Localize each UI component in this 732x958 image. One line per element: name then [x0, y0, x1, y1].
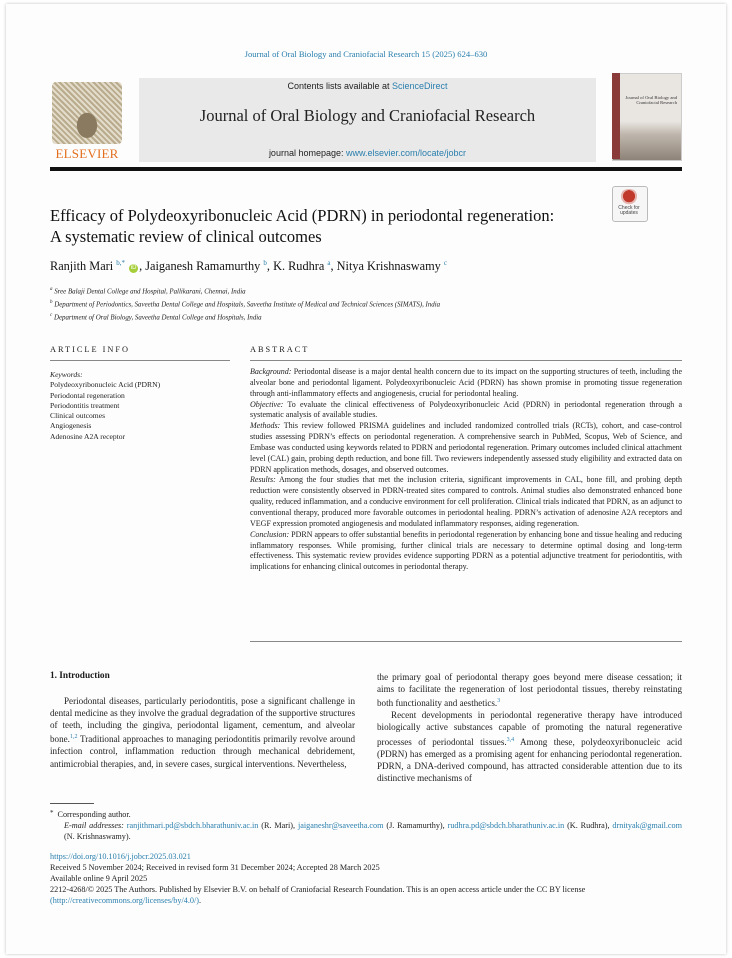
affiliations: [50, 285, 650, 324]
author-name[interactable]: K. Rudhra: [273, 259, 325, 274]
abstract-heading: ABSTRACT: [250, 345, 310, 354]
author-sup[interactable]: b: [263, 259, 267, 267]
journal-title: Journal of Oral Biology and Craniofacial Research: [199, 106, 536, 125]
abstract-label: Background:: [250, 367, 292, 376]
citation-link[interactable]: 1,2: [69, 734, 78, 741]
footnote-star: *: [50, 809, 54, 817]
abstract-objective: [250, 400, 682, 422]
homepage-link[interactable]: www.elsevier.com/locate/jobcr: [346, 148, 467, 158]
body-column-left: [50, 695, 355, 770]
paragraph: [377, 671, 682, 709]
corresponding-note: [50, 808, 682, 820]
keywords-block: [50, 370, 230, 442]
footnote-rule: [50, 803, 94, 804]
author-list: Ranjith Mari $^{b,*}$ iD , Jaiganesh Ramamurthy $^b$, K. Rudhra $^a$, Nitya Krishnaswamy $^c$: [50, 259, 448, 274]
homepage-prefix: journal homepage:: [268, 148, 346, 158]
email-addresses: [50, 820, 682, 842]
check-updates-icon: [619, 189, 639, 205]
orcid-icon[interactable]: iD: [130, 265, 137, 272]
abstract-rule: [250, 360, 682, 361]
email-label: E-mail addresses:: [64, 821, 124, 830]
abstract-body: [250, 367, 682, 573]
elsevier-logo-text: ELSEVIER: [55, 146, 119, 161]
abstract-text: PDRN appears to offer substantial benefits in periodontal regeneration by enhancing bone and tissue healing and reducing inflammatory responses. While promising, further clinical trials are necessary to determine optimal dosing and long-term effectiveness. This systematic review provides evidence supporting PDRN as a potential adjunctive treatment for periodontitis, with implications for enhancing clinical outcomes in periodontal therapy.: [250, 529, 683, 572]
elsevier-tree-logo: [52, 82, 122, 144]
abstract-background: [250, 367, 682, 400]
article-info-rule: [50, 360, 230, 361]
affiliation-item: [50, 285, 650, 298]
keywords-label: Keywords:: [50, 370, 83, 379]
author-name[interactable]: Nitya Krishnaswamy: [336, 259, 441, 274]
keyword-item: Periodontal regeneration: [50, 390, 125, 400]
affiliation-sup: c: [50, 312, 53, 318]
keyword-item: Adenosine A2A receptor: [50, 431, 126, 441]
email-link[interactable]: jaiganeshr@saveetha.com: [297, 821, 384, 830]
abstract-text: To evaluate the clinical effectiveness of Polydeoxyribonucleic Acid (PDRN) in periodontal regeneration through a systematic analysis of available studies.: [250, 399, 683, 420]
author-name[interactable]: Ranjith Mari: [50, 259, 114, 274]
affiliation-item: [50, 298, 650, 311]
paragraph-text: Recent developments in periodontal regenerative therapy have introduced biologically active substances capable of promoting the natural regenerative processes of periodontal tissues.: [377, 710, 682, 747]
paragraph-text: Periodontal diseases, particularly periodontitis, pose a significant challenge in dental medicine as they involve the gradual degradation of the supportive structures of teeth, including the gingiva, periodontal ligament, cementum, and alveolar bone.: [50, 696, 355, 745]
license-end: .: [199, 895, 202, 905]
article-info-heading: ARTICLE INFO: [50, 345, 130, 354]
contents-line: [139, 81, 596, 91]
affiliation-text: Sree Balaji Dental College and Hospital, Pallikarani, Chennai, India: [54, 288, 246, 296]
article-title: [50, 205, 610, 247]
abstract-label: Objective:: [250, 399, 284, 409]
author-sup[interactable]: c: [443, 259, 448, 267]
email-owner: (N. Krishnaswamy).: [64, 832, 131, 841]
paragraph-text: Traditional approaches to managing periodontitis primarily revolve around infection control, inflammation reduction through mechanical debridement, antimicrobial therapies, and, in severe cases, surgical interventions. Nevertheless,: [50, 734, 355, 769]
corresponding-text: Corresponding author.: [57, 810, 131, 819]
paragraph-text: Among these, polydeoxyribonucleic acid (PDRN) has emerged as a promising agent for enhancing periodontal regeneration. PDRN, a DNA-derived compound, has attracted considerable attention due to its distinctive mechanisms of: [377, 736, 683, 783]
masthead-rule: [50, 167, 682, 171]
title-line-2: A systematic review of clinical outcomes: [50, 227, 322, 246]
keyword-item: Angiogenesis: [50, 421, 92, 431]
cover-title: Journal of Oral Biology and Craniofacial Research: [625, 95, 677, 105]
author-name[interactable]: Jaiganesh Ramamurthy: [145, 259, 261, 274]
citation-link[interactable]: 3,4: [506, 736, 515, 743]
affiliation-sup: b: [50, 299, 53, 305]
journal-cover-image[interactable]: [612, 73, 682, 161]
abstract-text: Periodontal disease is a major dental health concern due to its impact on the supporting structures of teeth, including the alveolar bone and periodontal ligament. Polydeoxyribonucleic Acid (PDRN) has shown promise in promoting tissue regeneration through anti-inflammatory effects and angiogenesis, crucial for periodontal healing.: [250, 367, 683, 398]
homepage-line: [139, 148, 596, 158]
abstract-text: This review followed PRISMA guidelines and included randomized controlled trials (RCTs), cohort, and case-control studies assessing PDRN’s effects on periodontal regeneration. A comprehensive search in PubMed, Scopus, Web of Science, and Embase was conducted using keywords related to PDRN and periodontal regeneration. Primary outcomes included clinical attachment level (CAL) gain, probing depth reduction, and bone fill. Two reviewers independently assessed study eligibility and extracted data on PDRN application methods, dosages, and observed outcomes.: [250, 421, 682, 474]
contents-prefix: Contents lists available at: [287, 81, 393, 91]
abstract-text: Among the four studies that met the inclusion criteria, significant improvements in CAL, bone fill, and probing depth reduction were consistently observed in PDRN-treated sites compared to controls. Animal studies also demonstrated enhanced bone quality, reduced inflammation, and a conducive environment for cell proliferation. Clinical trials indicated that PDRN, as an adjunct to conventional therapy, produced more favorable outcomes in periodontal healing. PDRN’s activation of adenosine A2A receptors and VEGF expression promoted angiogenesis and modulated inflammatory responses, aiding regeneration.: [250, 475, 682, 528]
abstract-label: Results:: [250, 475, 276, 485]
paragraph: [50, 695, 355, 770]
keyword-item: Clinical outcomes: [50, 411, 106, 421]
affiliation-item: [50, 311, 650, 324]
license-line: [50, 896, 690, 907]
citation-link[interactable]: 3: [497, 698, 501, 705]
author-sup[interactable]: a: [327, 259, 331, 267]
doi-link[interactable]: https://doi.org/10.1016/j.jobcr.2025.03.021: [50, 852, 191, 861]
keyword-item: Polydeoxyribonucleic Acid (PDRN): [50, 380, 161, 390]
available-online: Available online 9 April 2025: [50, 873, 148, 883]
section-heading-introduction: 1. Introduction: [50, 671, 110, 681]
body-column-right: [377, 671, 682, 784]
abstract-methods: [250, 421, 682, 475]
title-line-1: Efficacy of Polydeoxyribonucleic Acid (PDRN) in periodontal regeneration:: [50, 206, 555, 225]
email-link[interactable]: drnityak@gmail.com: [612, 821, 683, 830]
footnotes: [50, 808, 682, 842]
abstract-label: Methods:: [250, 421, 281, 431]
cover-stripe: [612, 73, 620, 159]
email-owner: (K. Rudhra),: [564, 821, 613, 830]
email-owner: (J. Ramamurthy),: [383, 821, 448, 830]
paragraph-text: the primary goal of periodontal therapy goes beyond mere disease cessation; it aims to facilitate the regeneration of lost periodontal tissues, thereby reinstating both functionality and aesthetics.: [377, 672, 682, 709]
check-updates-label: Check for updates: [618, 205, 640, 216]
abstract-label: Conclusion:: [250, 529, 290, 539]
publication-info: [50, 852, 690, 907]
keyword-item: Periodontitis treatment: [50, 400, 120, 410]
abstract-results: [250, 475, 682, 529]
journal-citation[interactable]: Journal of Oral Biology and Craniofacial Research 15 (2025) 624–630: [244, 49, 488, 59]
affiliation-text: Department of Periodontics, Saveetha Dental College and Hospitals, Saveetha Institute of Medical and Technical Sciences (SIMATS), India: [54, 301, 441, 309]
abstract-bottom-rule: [250, 641, 682, 642]
received-dates: Received 5 November 2024; Received in revised form 31 December 2024; Accepted 28 March 2025: [50, 862, 380, 872]
email-link[interactable]: ranjithmari.pd@sbdch.bharathuniv.ac.in: [126, 821, 259, 830]
email-owner: (R. Mari),: [258, 821, 298, 830]
license-text: 2212-4268/© 2025 The Authors. Published by Elsevier B.V. on behalf of Craniofacial Research Foundation. This is an open access article under the CC BY license: [50, 884, 586, 894]
affiliation-sup: a: [50, 287, 53, 292]
email-link[interactable]: rudhra.pd@sbdch.bharathuniv.ac.in: [447, 821, 565, 830]
affiliation-text: Department of Oral Biology, Saveetha Dental College and Hospitals, India: [53, 314, 262, 322]
author-sup[interactable]: b,*: [116, 259, 126, 267]
sciencedirect-link[interactable]: ScienceDirect: [392, 81, 448, 91]
paragraph: [377, 709, 682, 784]
abstract-conclusion: [250, 530, 682, 573]
license-link[interactable]: (http://creativecommons.org/licenses/by/4.0/): [50, 895, 200, 905]
